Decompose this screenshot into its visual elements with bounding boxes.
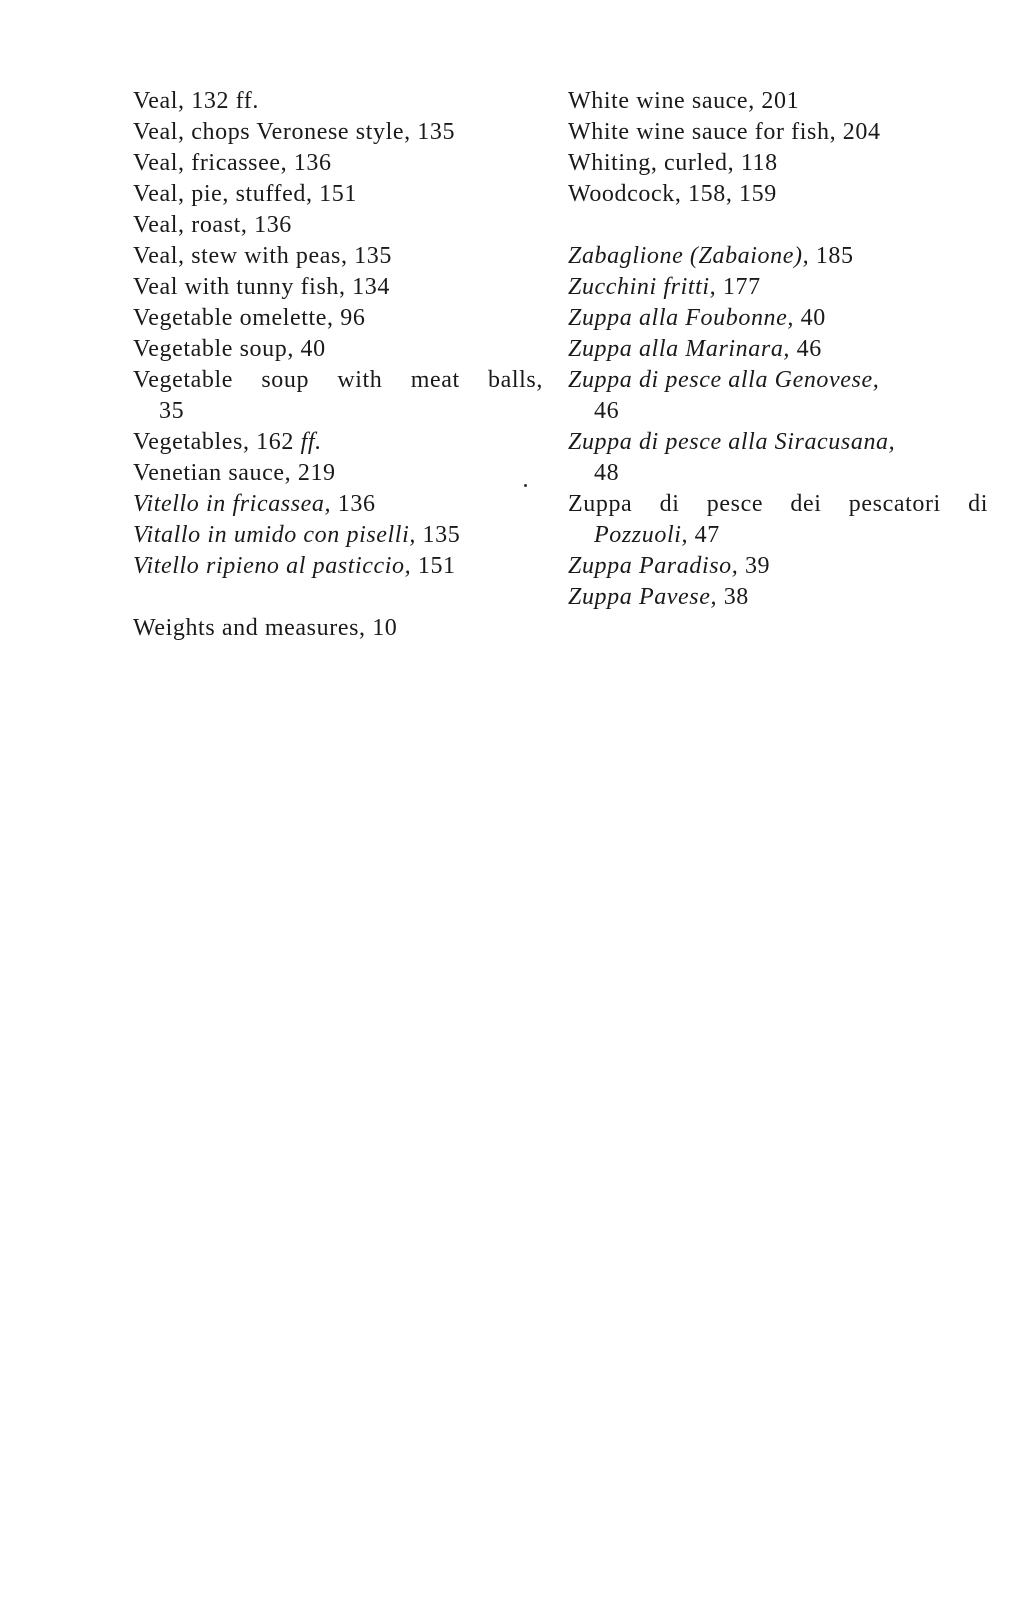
entry-page: 38 — [717, 584, 749, 610]
entry-word: Vegetable — [133, 367, 234, 393]
entry-italic-title: Zuppa alla Foubonne, — [568, 305, 794, 331]
entry-page: 135 — [415, 522, 461, 548]
entry-ff: ff. — [300, 429, 322, 455]
index-column-left — [133, 86, 543, 644]
entry-word: dei — [790, 491, 822, 517]
index-entry — [133, 427, 543, 458]
print-speck — [524, 484, 527, 487]
entry-page: 177 — [716, 274, 761, 300]
entry-page: 151 — [411, 553, 456, 579]
entry-page: 40 — [794, 305, 826, 331]
entry-word: pescatori — [848, 491, 941, 517]
entry-word: with — [337, 367, 383, 393]
index-entry: Vegetable soup, 40 — [133, 336, 326, 362]
index-entry: Woodcock, 158, 159 — [568, 181, 777, 207]
index-entry: Veal, stew with peas, 135 — [133, 243, 392, 269]
entry-word: di — [968, 491, 988, 517]
entry-italic-title: Vitello in fricassea, — [133, 491, 332, 517]
index-entry — [568, 334, 988, 365]
entry-word: balls, — [488, 367, 543, 393]
entry-italic-title: Zuppa alla Marinara, — [568, 336, 791, 362]
entry-italic-title: Pozzuoli, — [594, 522, 689, 548]
entry-page: 185 — [809, 243, 854, 269]
entry-word: pesce — [706, 491, 764, 517]
entry-italic-title: Zuppa Pavese, — [568, 584, 718, 610]
index-entry: Veal, roast, 136 — [133, 212, 292, 238]
entry-word: di — [659, 491, 680, 517]
index-entry-continuation: 48 — [594, 460, 620, 486]
index-entry: Vegetable omelette, 96 — [133, 305, 366, 331]
index-entry — [133, 489, 543, 520]
entry-page: 136 — [331, 491, 376, 517]
entry-page: 39 — [738, 553, 771, 579]
index-entry: Whiting, curled, 118 — [568, 150, 778, 176]
index-entry: Veal, fricassee, 136 — [133, 150, 332, 176]
entry-italic-title: Zuppa di pesce alla Siracusana, — [568, 429, 896, 455]
entry-italic-title: Vitello ripieno al pasticcio, — [133, 553, 412, 579]
index-entry: Veal, 132 ff. — [133, 88, 259, 114]
entry-word: Zuppa — [568, 491, 633, 517]
entry-italic-title: Vitallo in umido con piselli, — [133, 522, 416, 548]
section-gap — [133, 582, 543, 613]
index-entry-continuation: 46 — [594, 398, 620, 424]
index-entry — [568, 427, 988, 458]
index-entry — [133, 520, 543, 551]
entry-word: soup — [261, 367, 310, 393]
index-entry — [568, 303, 988, 334]
index-entry — [133, 551, 543, 582]
entry-italic-title: Zuppa di pesce alla Genovese, — [568, 367, 880, 393]
index-entry: Weights and measures, 10 — [133, 615, 398, 641]
entry-italic-title: Zabaglione (Zabaione), — [568, 243, 810, 269]
entry-page: 47 — [688, 522, 720, 548]
index-entry — [568, 365, 988, 396]
index-entry — [133, 365, 543, 396]
index-entry: Veal, pie, stuffed, 151 — [133, 181, 357, 207]
section-gap — [568, 210, 988, 241]
index-entry-continuation: 35 — [159, 398, 185, 424]
index-entry — [568, 241, 988, 272]
index-entry: White wine sauce, 201 — [568, 88, 800, 114]
index-entry: Veal with tunny fish, 134 — [133, 274, 390, 300]
entry-italic-title: Zuppa Paradiso, — [568, 553, 739, 579]
index-entry: Venetian sauce, 219 — [133, 460, 336, 486]
index-entry-continuation — [568, 520, 988, 551]
entry-name: Vegetables, 162 — [133, 429, 301, 455]
index-entry — [568, 551, 988, 582]
entry-italic-title: Zucchini fritti, — [568, 274, 717, 300]
index-entry: White wine sauce for fish, 204 — [568, 119, 881, 145]
index-entry — [568, 489, 988, 520]
index-entry — [568, 582, 988, 613]
entry-page: 46 — [790, 336, 822, 362]
index-entry: Veal, chops Veronese style, 135 — [133, 119, 456, 145]
index-column-right — [568, 86, 988, 613]
entry-word: meat — [410, 367, 460, 393]
index-entry — [568, 272, 988, 303]
